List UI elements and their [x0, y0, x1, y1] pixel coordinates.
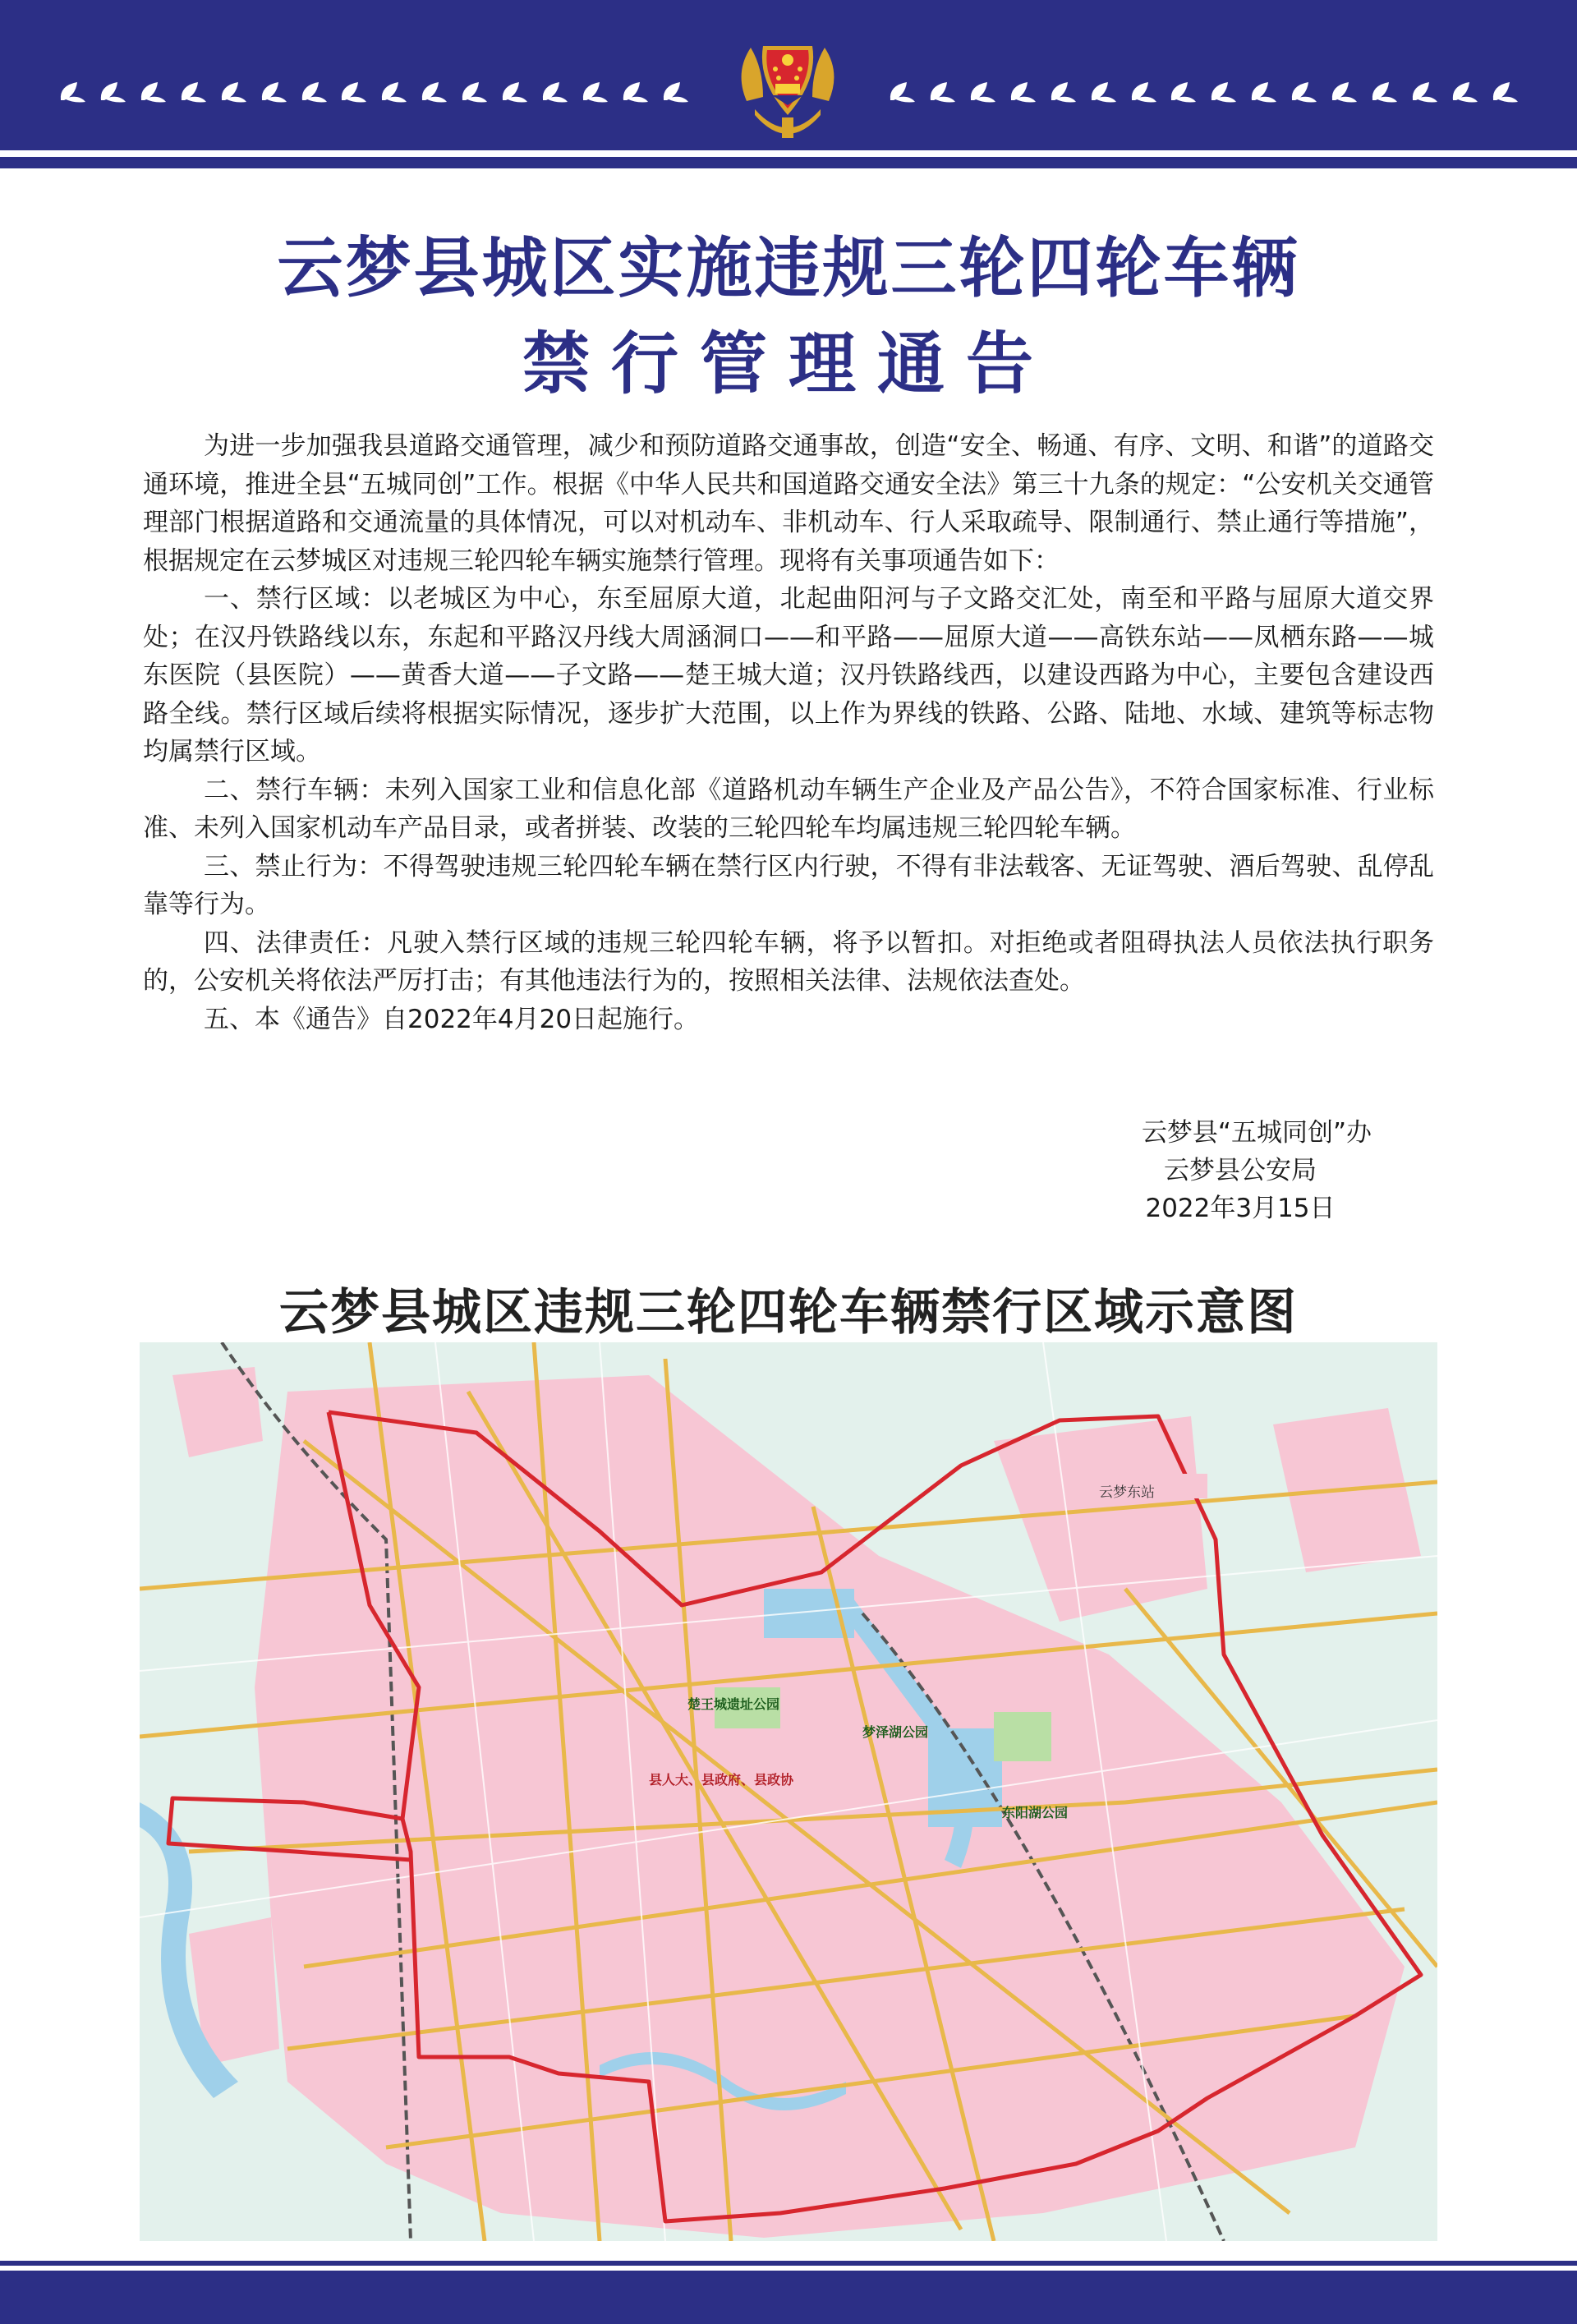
leaf-icon	[1208, 81, 1238, 104]
header-divider	[0, 150, 1577, 157]
signature-bureau: 云梦县公安局	[1164, 1156, 1317, 1185]
notice-title-line1: 云梦县城区实施违规三轮四轮车辆	[277, 229, 1300, 306]
leaf-icon	[660, 81, 690, 104]
leaf-icon	[927, 81, 957, 104]
leaf-icon	[1008, 81, 1037, 104]
signature-office: 云梦县“五城同创”办	[1141, 1118, 1372, 1148]
paragraph-intro: 为进一步加强我县道路交通管理，减少和预防道路交通事故，创造“安全、畅通、有序、文明、和谐”的道路交通环境，推进全县“五城同创”工作。根据《中华人民共和国道路交通安全法》第三十九条的规定：“公安机关交通管理部门根据道路和交通流量的具体情况，可以对机动车、非机动车、行人采取疏导、限制通行、禁止通行等措施”，根据规定在云梦城区对违规三轮四轮车辆实施禁行管理。现将有关事项通告如下：	[143, 431, 1434, 576]
leaf-icon	[1048, 81, 1078, 104]
leaf-icon	[1450, 81, 1479, 104]
label-park-chuwang: 楚王城遗址公园	[687, 1696, 780, 1712]
map-title: 云梦县城区违规三轮四轮车辆禁行区域示意图	[279, 1284, 1298, 1341]
leaf-icon	[1289, 81, 1318, 104]
leaf-icon	[338, 81, 368, 104]
footer-banner	[0, 2271, 1577, 2324]
leaf-icon	[57, 81, 87, 104]
footer-divider	[0, 2261, 1577, 2266]
decorative-leaf-row-right	[887, 72, 1520, 112]
leaf-icon	[499, 81, 529, 104]
paragraph-prohibited: 三、禁止行为：不得驾驶违规三轮四轮车辆在禁行区内行驶，不得有非法载客、无证驾驶、酒后驾驶、乱停乱靠等行为。	[143, 851, 1434, 919]
leaf-icon	[419, 81, 448, 104]
leaf-icon	[1168, 81, 1198, 104]
label-east-station: 云梦东站	[1099, 1484, 1155, 1501]
paragraph-liability: 四、法律责任：凡驶入禁行区域的违规三轮四轮车辆，将予以暂扣。对拒绝或者阻碍执法人员依法执行职务的，公安机关将依法严厉打击；有其他违法行为的，按照相关法律、法规依法查处。	[143, 927, 1434, 996]
leaf-icon	[299, 81, 329, 104]
decorative-leaf-row-left	[57, 72, 690, 112]
leaf-icon	[620, 81, 650, 104]
map-graphic	[140, 1342, 1437, 2241]
notice-title-line2: 禁行管理通告	[522, 324, 1055, 403]
leaf-icon	[887, 81, 917, 104]
police-emblem-icon	[726, 23, 849, 146]
leaf-icon	[1248, 81, 1278, 104]
leaf-icon	[1329, 81, 1359, 104]
paragraph-effective: 五、本《通告》自2022年4月20日起施行。	[204, 1004, 700, 1034]
leaf-icon	[259, 81, 288, 104]
restricted-area-map	[140, 1342, 1437, 2241]
signature-date: 2022年3月15日	[1145, 1194, 1336, 1223]
signature-block	[1068, 1114, 1413, 1227]
leaf-icon	[540, 81, 569, 104]
leaf-icon	[459, 81, 489, 104]
leaf-icon	[178, 81, 208, 104]
leaf-icon	[580, 81, 609, 104]
paragraph-vehicles: 二、禁行车辆：未列入国家工业和信息化部《道路机动车辆生产企业及产品公告》，不符合国家标准、行业标准、未列入国家机动车产品目录，或者拼装、改装的三轮四轮车均属违规三轮四轮车辆。	[143, 775, 1434, 843]
paragraph-zone: 一、禁行区域：以老城区为中心，东至屈原大道，北起曲阳河与子文路交汇处，南至和平路与屈原大道交界处；在汉丹铁路线以东，东起和平路汉丹线大周涵洞口——和平路——屈原大道——高铁东站——凤栖东路——城东医院（县医院）——黄香大道——子文路——楚王城大道；汉丹铁路线西，以建设西路为中心，主要包含建设西路全线。禁行区域后续将根据实际情况，逐步扩大范围，以上作为界线的铁路、公路、陆地、水域、建筑等标志物均属禁行区域。	[143, 584, 1434, 766]
leaf-icon	[1409, 81, 1439, 104]
leaf-icon	[1129, 81, 1158, 104]
leaf-icon	[218, 81, 248, 104]
leaf-icon	[1490, 81, 1520, 104]
notice-body	[143, 427, 1434, 1038]
leaf-icon	[1369, 81, 1399, 104]
leaf-icon	[98, 81, 127, 104]
label-government: 县人大、县政府、县政协	[649, 1772, 794, 1788]
label-park-mengze: 梦泽湖公园	[862, 1724, 929, 1740]
label-park-dongyang: 东阳湖公园	[1002, 1805, 1069, 1820]
leaf-icon	[138, 81, 168, 104]
leaf-icon	[379, 81, 408, 104]
leaf-icon	[1088, 81, 1118, 104]
leaf-icon	[968, 81, 997, 104]
